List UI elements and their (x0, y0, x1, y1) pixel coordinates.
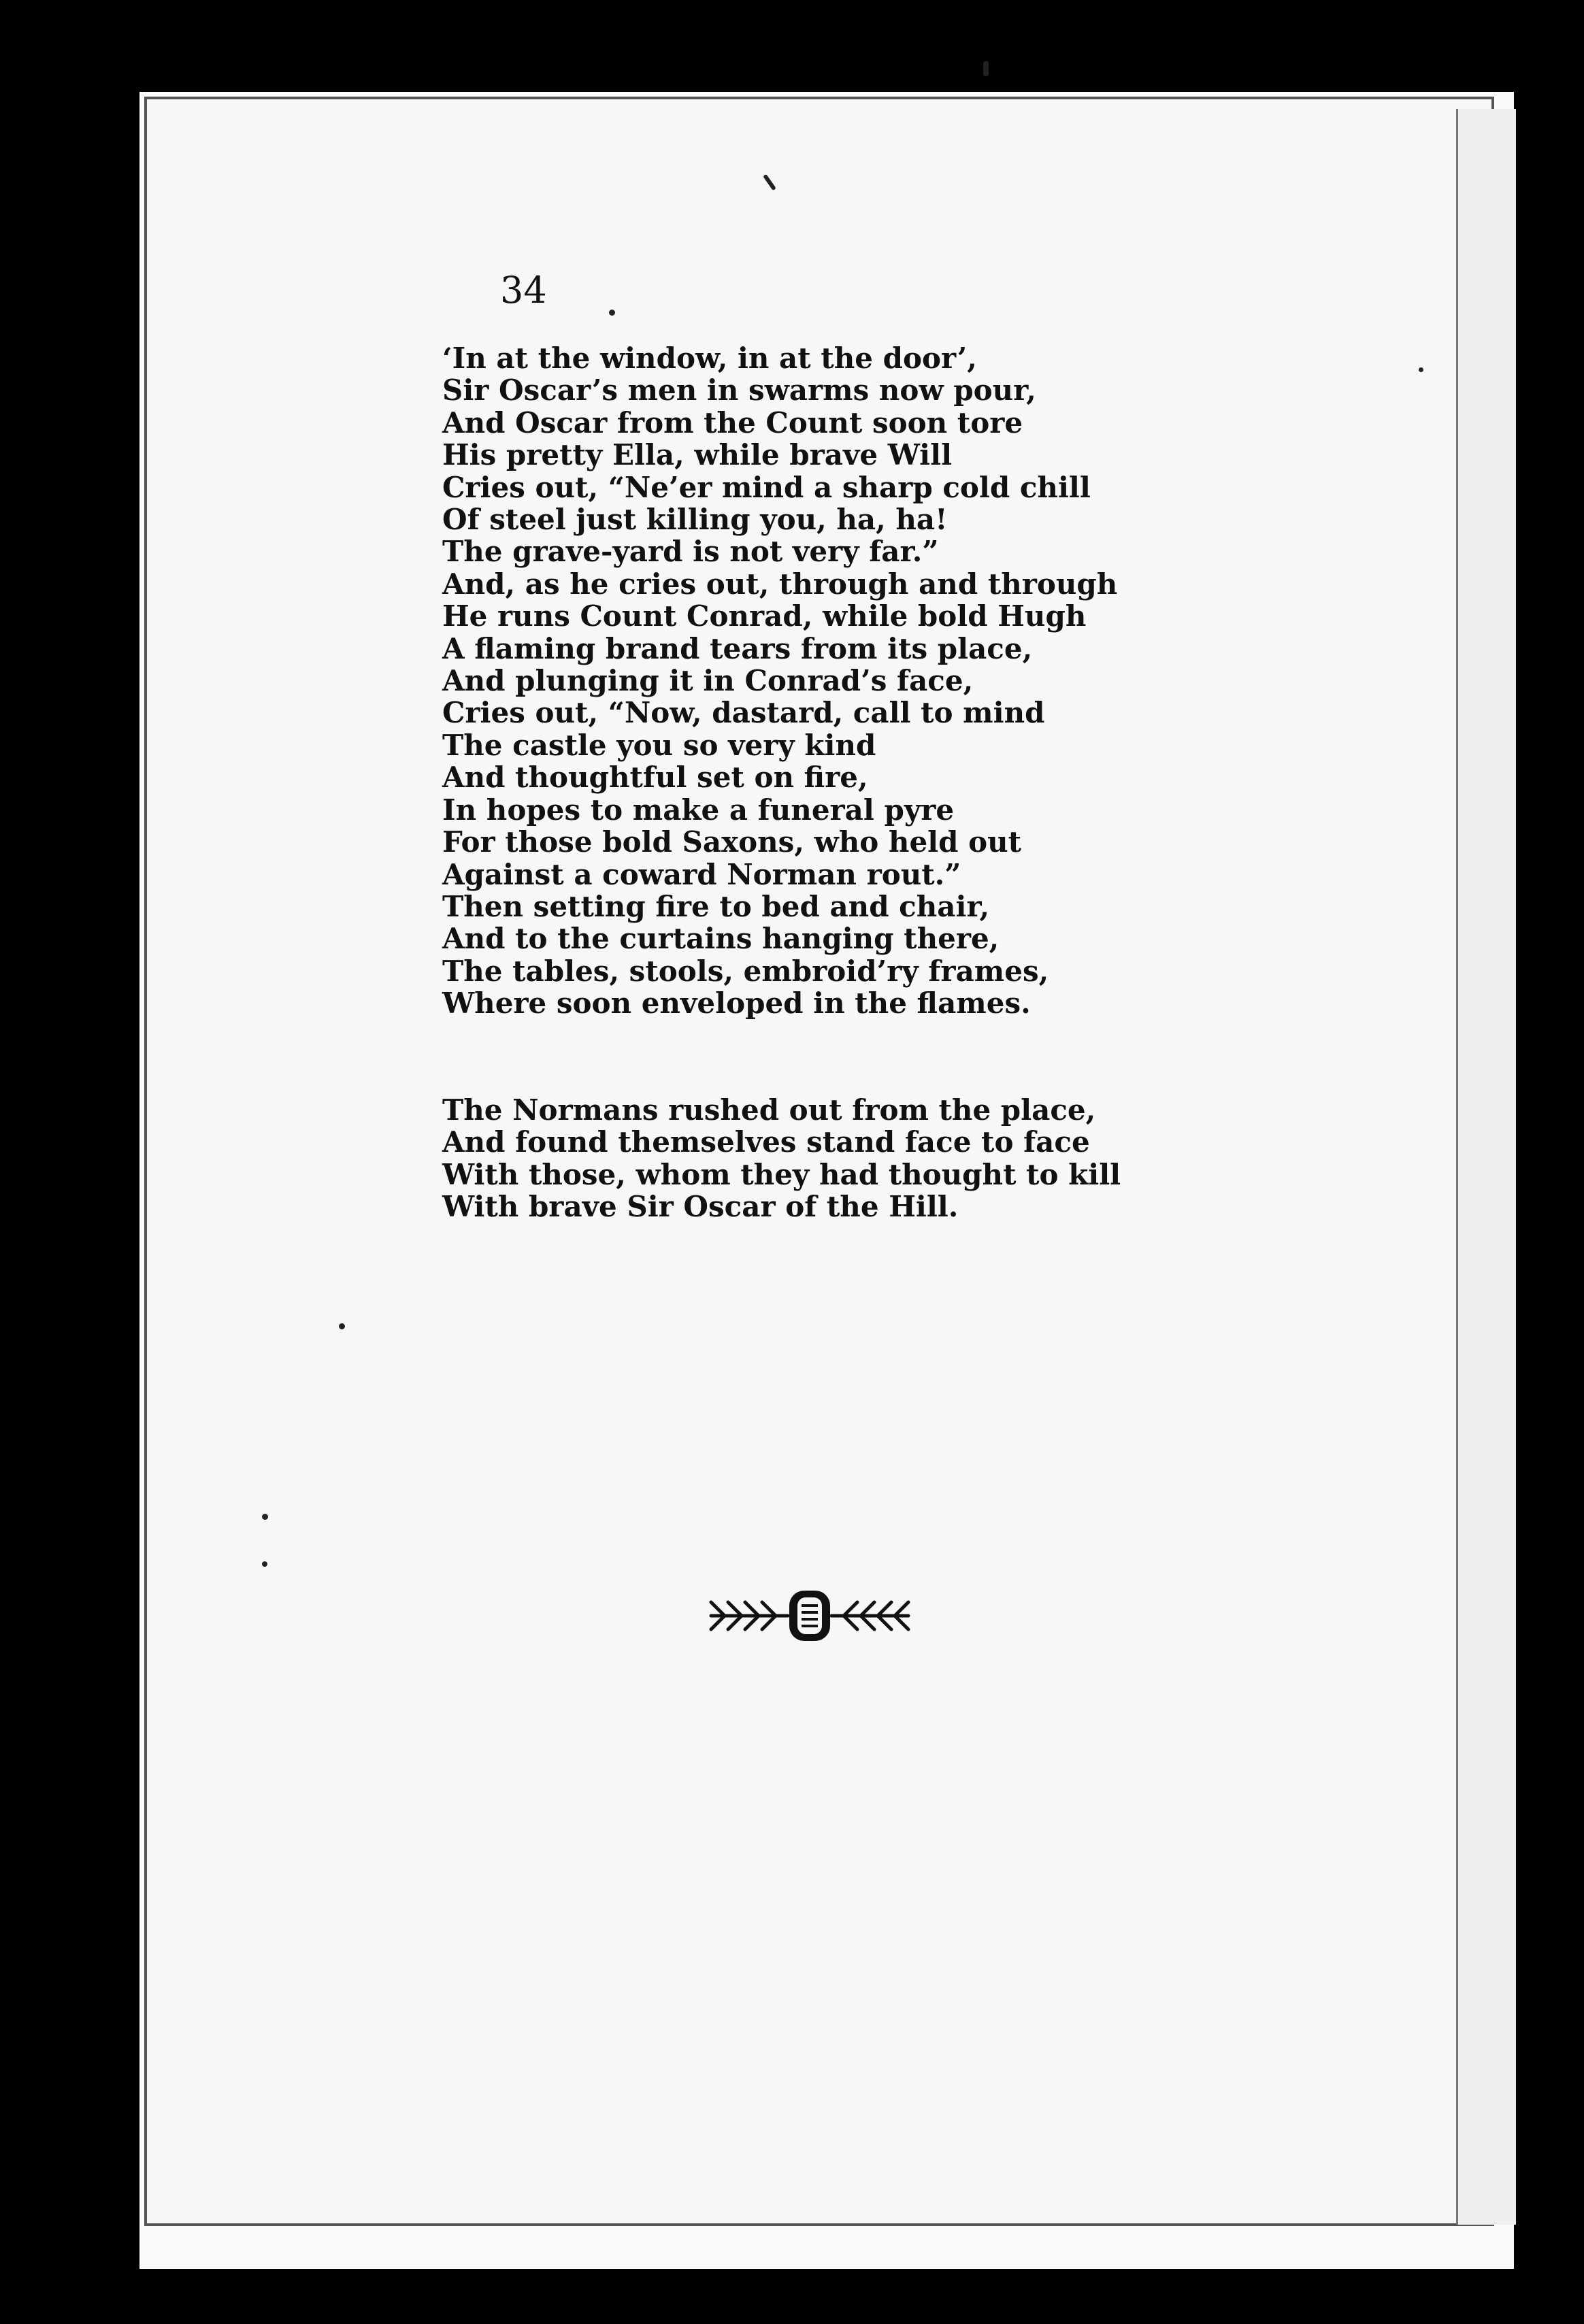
page-number: 34 (500, 269, 547, 312)
poem-line: ‘In at the window, in at the door’, (442, 342, 977, 375)
ink-speck (262, 1561, 267, 1567)
poem-line: The tables, stools, embroid’ry frames, (442, 954, 1049, 988)
page-edge (1456, 109, 1516, 2225)
poem-line: Of steel just killing you, ha, ha! (442, 503, 948, 537)
ink-speck (983, 61, 989, 76)
arrow-flourish-ornament-icon (701, 1585, 919, 1646)
poem-line: Cries out, “Ne’er mind a sharp cold chill (442, 470, 1091, 504)
ink-speck (262, 1514, 268, 1520)
poem-line: He runs Count Conrad, while bold Hugh (442, 599, 1087, 633)
poem-line: And plunging it in Conrad’s face, (442, 664, 974, 698)
poem-line: The grave-yard is not very far.” (442, 535, 939, 569)
ink-speck (1419, 367, 1423, 372)
poem-line: For those bold Saxons, who held out (442, 825, 1022, 859)
stanza-2 (442, 1094, 1121, 1223)
poem-line: And found themselves stand face to face (442, 1125, 1090, 1159)
ink-speck (339, 1323, 345, 1329)
stanza-1 (442, 342, 1117, 1020)
poem-line: And thoughtful set on fire, (442, 761, 868, 795)
poem-line: Where soon enveloped in the flames. (442, 986, 1031, 1020)
poem-line: Cries out, “Now, dastard, call to mind (442, 696, 1045, 730)
poem-line: And to the curtains hanging there, (442, 922, 1000, 956)
poem-line: A flaming brand tears from its place, (442, 631, 1033, 665)
poem-line: Then setting fire to bed and chair, (442, 889, 990, 923)
poem-line: In hopes to make a funeral pyre (442, 793, 955, 827)
poem-line: Sir Oscar’s men in swarms now pour, (442, 374, 1036, 408)
poem-line: The castle you so very kind (442, 728, 876, 762)
poem-line: With those, whom they had thought to kill (442, 1157, 1121, 1191)
poem-line: Against a coward Norman rout.” (442, 857, 961, 891)
poem-line: The Normans rushed out from the place, (442, 1093, 1096, 1127)
ink-speck (609, 310, 615, 316)
poem-line: With brave Sir Oscar of the Hill. (442, 1190, 959, 1224)
poem-line: And Oscar from the Count soon tore (442, 405, 1023, 439)
poem-line: And, as he cries out, through and through (442, 567, 1118, 601)
poem-line: His pretty Ella, while brave Will (442, 438, 953, 472)
